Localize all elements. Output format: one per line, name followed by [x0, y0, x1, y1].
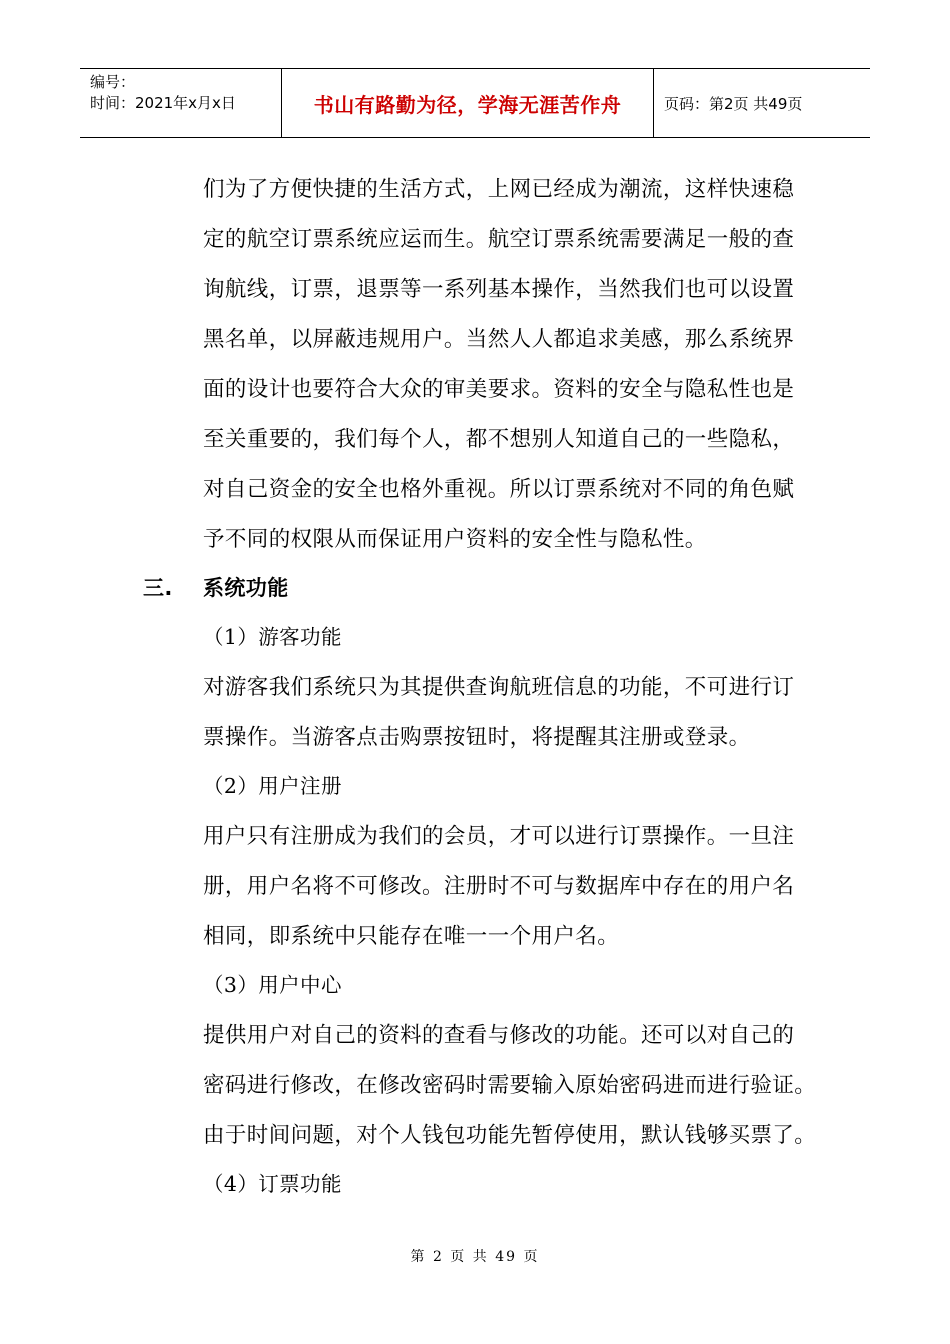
paragraph-line: 们为了方便快捷的生活方式，上网已经成为潮流，这样快速稳	[203, 177, 795, 202]
paragraph-line: 用户只有注册成为我们的会员，才可以进行订票操作。一旦注	[203, 824, 795, 849]
subsection-title: （3）用户中心	[203, 973, 342, 997]
paragraph-line: 相同，即系统中只能存在唯一一个用户名。	[203, 924, 620, 949]
subsection-title: （1）游客功能	[203, 625, 342, 649]
paragraph-line: 册，用户名将不可修改。注册时不可与数据库中存在的用户名	[203, 874, 795, 899]
paragraph-line: 至关重要的，我们每个人，都不想别人知道自己的一些隐私，	[203, 427, 795, 452]
time-label: 时间：2021年x月x日	[90, 94, 236, 112]
header-meta-cell	[80, 69, 282, 137]
paragraph-line: 面的设计也要符合大众的审美要求。资料的安全与隐私性也是	[203, 377, 795, 402]
paragraph-line: 对游客我们系统只为其提供查询航班信息的功能，不可进行订	[203, 675, 795, 700]
header-table	[80, 68, 870, 138]
subsection-title: （2）用户注册	[203, 774, 342, 798]
paragraph-line: 提供用户对自己的资料的查看与修改的功能。还可以对自己的	[203, 1023, 795, 1048]
page-footer: 第 2 页 共 49 页	[410, 1249, 540, 1265]
header-motto: 书山有路勤为径，学海无涯苦作舟	[282, 69, 654, 137]
paragraph-line: 黑名单，以屏蔽违规用户。当然人人都追求美感，那么系统界	[203, 327, 795, 352]
paragraph-line: 票操作。当游客点击购票按钮时，将提醒其注册或登录。	[203, 725, 751, 750]
header-page-info: 页码：第2页 共49页	[664, 94, 803, 113]
paragraph-line: 密码进行修改，在修改密码时需要输入原始密码进而进行验证。	[203, 1073, 817, 1098]
paragraph-line: 询航线，订票，退票等一系列基本操作，当然我们也可以设置	[203, 277, 795, 302]
subsection-title: （4）订票功能	[203, 1172, 342, 1196]
section-title: 系统功能	[203, 576, 289, 600]
paragraph-line: 定的航空订票系统应运而生。航空订票系统需要满足一般的查	[203, 227, 795, 252]
paragraph-line: 对自己资金的安全也格外重视。所以订票系统对不同的角色赋	[203, 477, 795, 502]
paragraph-line: 予不同的权限从而保证用户资料的安全性与隐私性。	[203, 527, 707, 552]
paragraph-line: 由于时间问题，对个人钱包功能先暂停使用，默认钱够买票了。	[203, 1123, 817, 1148]
section-number: 三.	[143, 576, 173, 600]
number-label: 编号：	[90, 73, 136, 91]
